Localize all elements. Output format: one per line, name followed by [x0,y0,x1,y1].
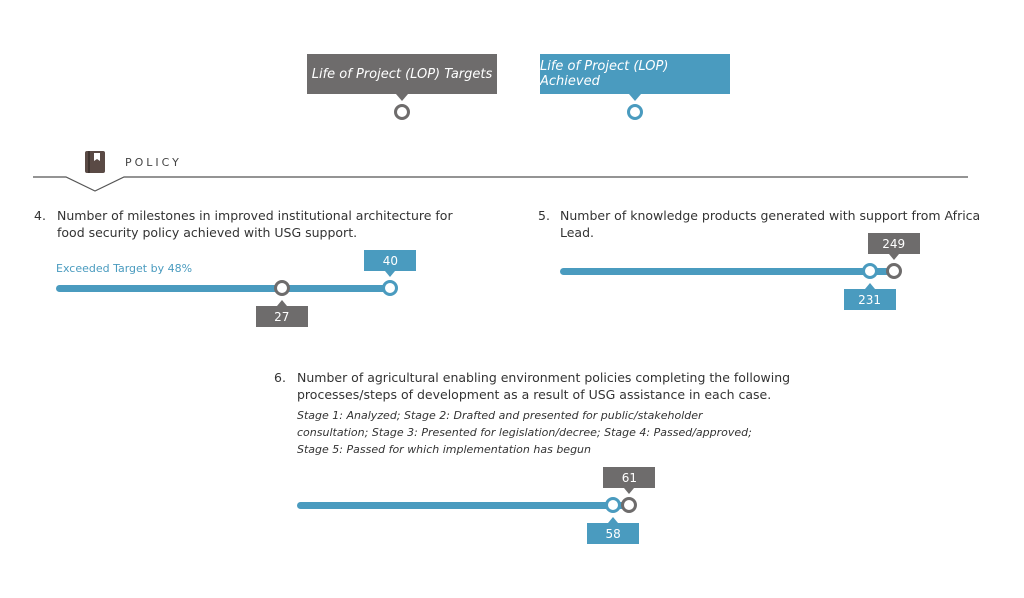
indicator-4-note: Exceeded Target by 48% [56,262,193,275]
book-bookmark-icon [84,150,106,174]
indicator-4-target-value: 27 [256,306,308,327]
indicator-6-achieved-pointer [608,517,618,523]
indicator-6-target-marker [621,497,637,513]
legend-achieved-pointer [629,94,641,101]
indicator-4-achieved-marker [382,280,398,296]
indicator-6-achieved-value: 58 [587,523,639,544]
indicator-5-achieved-marker [862,263,878,279]
indicator-6-target-pointer [624,488,634,494]
indicator-4-number: 4. [34,208,46,223]
indicator-5-achieved-value: 231 [844,289,896,310]
legend-achieved-label: Life of Project (LOP) Achieved [540,59,669,89]
legend-target-label: Life of Project (LOP) Targets [311,66,493,82]
indicator-6-target-value: 61 [603,467,655,488]
legend-target-marker [394,104,410,120]
legend-achieved-box [540,54,730,94]
indicator-4-target-marker [274,280,290,296]
indicator-6-bar [297,502,629,509]
legend-achieved-marker [627,104,643,120]
indicator-6-stage-line-2: consultation; Stage 3: Presented for legislation/decree; Stage 4: Passed/approved; [297,426,752,439]
indicator-6-number: 6. [274,370,286,385]
indicator-6-title-line-1: Number of agricultural enabling environment policies completing the following [297,370,791,385]
legend-target-pointer [396,94,408,101]
indicator-5-target-pointer [889,254,899,260]
indicator-5-target-value: 249 [868,233,920,254]
indicator-6-stage-line-3: Stage 5: Passed for which implementation has begun [297,443,591,456]
indicator-5-target-marker [886,263,902,279]
indicator-4-achieved-pointer [385,271,395,277]
indicator-4-achieved-value: 40 [364,250,416,271]
indicator-5-title: Number of knowledge products generated with support from Africa Lead. [560,208,981,240]
indicator-5-number: 5. [538,208,550,223]
indicator-4-target-pointer [277,300,287,306]
indicator-4-title: Number of milestones in improved institutional architecture for food security policy achieved with USG support. [57,208,453,240]
indicator-6-achieved-marker [605,497,621,513]
indicator-6-stage-line-1: Stage 1: Analyzed; Stage 2: Drafted and presented for public/stakeholder [297,409,703,422]
indicator-5-achieved-pointer [865,283,875,289]
indicator-5-bar [560,268,894,275]
section-title: POLICY [125,156,182,169]
indicator-6-title-line-2: processes/steps of development as a result of USG assistance in each case. [297,387,772,402]
legend-target-box [307,54,497,94]
indicator-4-bar [56,285,390,292]
